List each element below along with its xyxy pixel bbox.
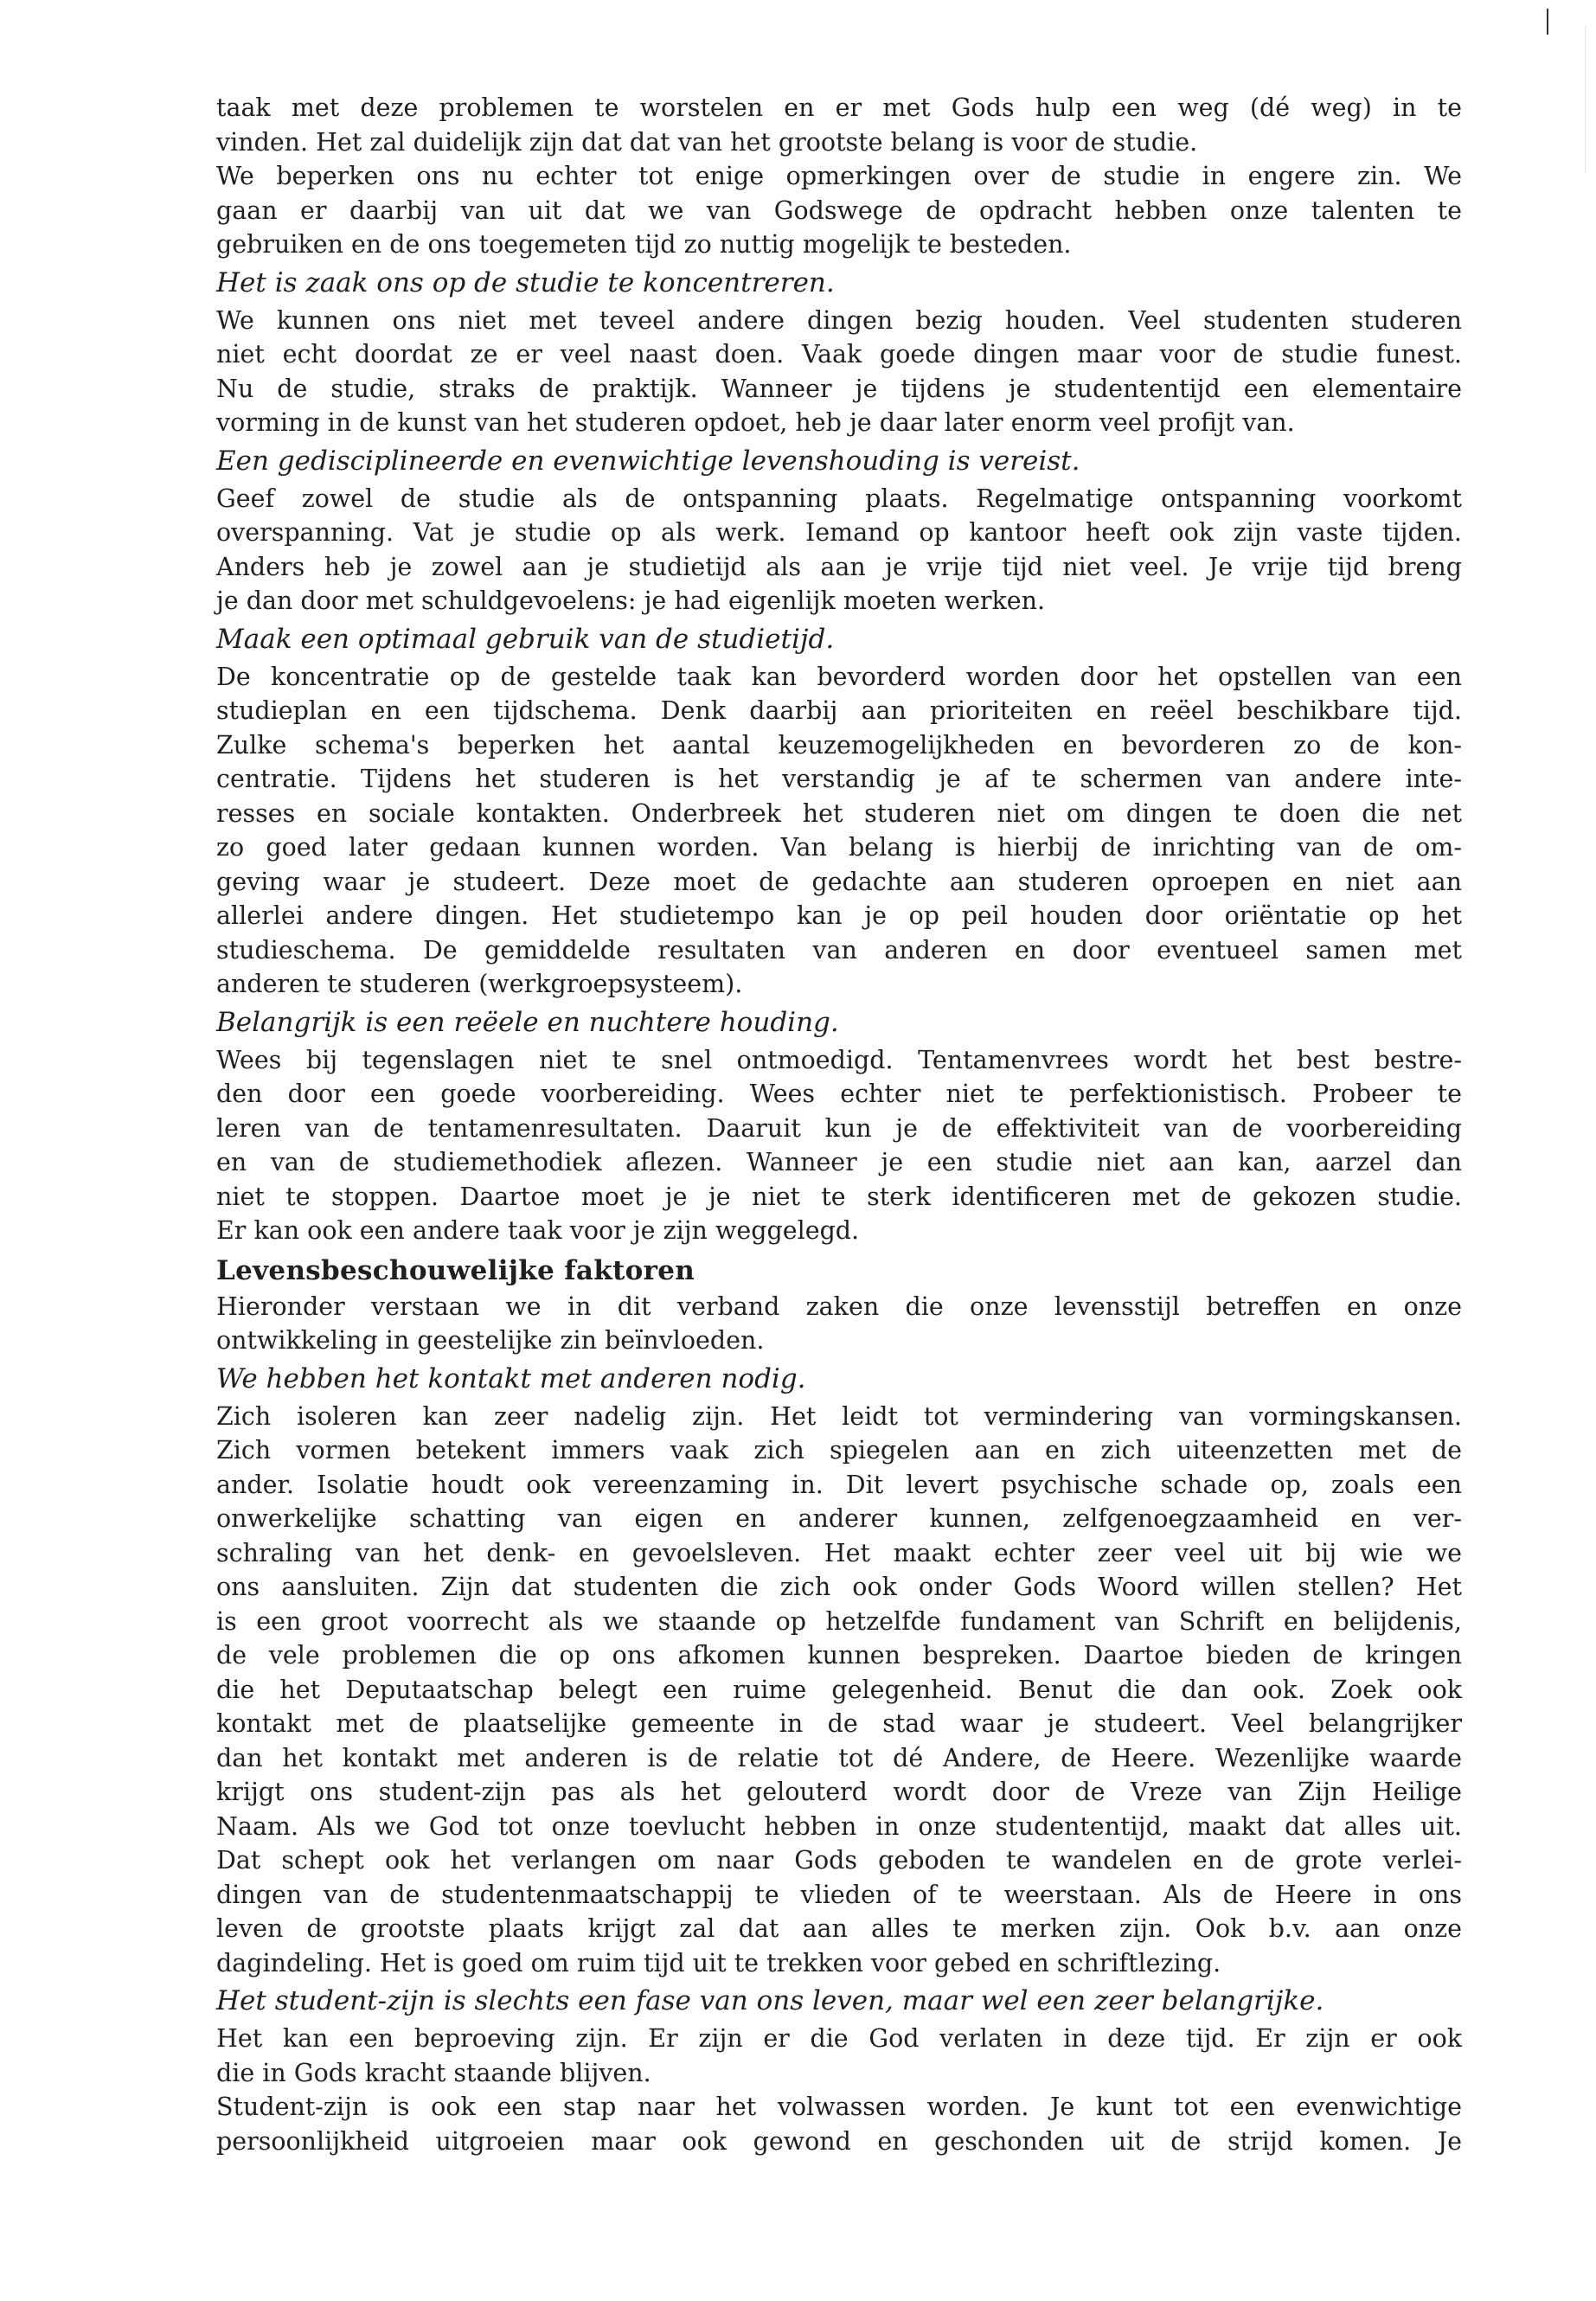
text-line: niet echt doordat ze er veel naast doen. Vaak goede dingen maar voor de studie funest. bbox=[216, 340, 1462, 369]
text-line: dagindeling. Het is goed om ruim tijd uit te trekken voor gebed en schriftlezing. bbox=[216, 1948, 1221, 1977]
paragraph bbox=[216, 2022, 1462, 2090]
paragraph bbox=[216, 1043, 1462, 1248]
text-line: vinden. Het zal duidelijk zijn dat dat van het grootste belang is voor de studie. bbox=[216, 127, 1198, 157]
subheading: Een gedisciplineerde en evenwichtige levenshouding is vereist. bbox=[216, 445, 1080, 477]
paragraph bbox=[216, 1400, 1462, 1981]
text-line: Zich isoleren kan zeer nadelig zijn. Het leidt tot vermindering van vormingskansen. bbox=[216, 1401, 1462, 1431]
paragraph bbox=[216, 482, 1462, 619]
paragraph bbox=[216, 91, 1462, 159]
text-line: resses en sociale kontakten. Onderbreek het studeren niet om dingen te doen die net bbox=[216, 798, 1462, 828]
text-line: je dan door met schuldgevoelens: je had eigenlijk moeten werken. bbox=[216, 586, 1046, 615]
section-title: Levensbeschouwelijke faktoren bbox=[216, 1254, 695, 1286]
text-line: leven de grootste plaats krijgt zal dat aan alles te merken zijn. Ook b.v. aan onze bbox=[216, 1914, 1462, 1943]
text-line: niet te stoppen. Daartoe moet je je niet te sterk identificeren met de gekozen studie. bbox=[216, 1182, 1462, 1211]
text-line: persoonlijkheid uitgroeien maar ook gewond en geschonden uit de strijd komen. Je bbox=[216, 2126, 1462, 2156]
text-line: dan het kontakt met anderen is de relatie tot dé Andere, de Heere. Wezenlijke waarde bbox=[216, 1743, 1462, 1772]
text-line: gaan er daarbij van uit dat we van Godswege de opdracht hebben onze talenten te bbox=[216, 195, 1462, 225]
text-line: Nu de studie, straks de praktijk. Wanneer je tijdens je studententijd een elementaire bbox=[216, 374, 1462, 403]
text-line: Zich vormen betekent immers vaak zich spiegelen aan en zich uiteenzetten met de bbox=[216, 1436, 1462, 1465]
text-line: allerlei andere dingen. Het studietempo kan je op peil houden door oriëntatie op het bbox=[216, 901, 1462, 930]
subheading: Het is zaak ons op de studie te koncentreren. bbox=[216, 266, 835, 298]
paragraph bbox=[216, 660, 1462, 1002]
paragraph bbox=[216, 1290, 1462, 1358]
text-line: onwerkelijke schatting van eigen en anderer kunnen, zelfgenoegzaamheid en ver- bbox=[216, 1504, 1462, 1533]
text-line: Student-zijn is ook een stap naar het volwassen worden. Je kunt tot een evenwichtige bbox=[216, 2093, 1462, 2121]
text-line: en van de studiemethodiek aflezen. Wanneer je een studie niet aan kan, aarzel dan bbox=[216, 1148, 1462, 1176]
text-line: ons aansluiten. Zijn dat studenten die zich ook onder Gods Woord willen stellen? Het bbox=[216, 1573, 1462, 1601]
scan-edge-mark bbox=[1547, 9, 1548, 35]
text-line: die het Deputaatschap belegt een ruime gelegenheid. Benut die dan ook. Zoek ook bbox=[216, 1675, 1462, 1704]
text-line: anderen te studeren (werkgroepsysteem). bbox=[216, 970, 743, 998]
text-line: We kunnen ons niet met teveel andere dingen bezig houden. Veel studenten studeren bbox=[216, 305, 1462, 335]
scan-edge-shadow bbox=[1585, 26, 1586, 173]
paragraph bbox=[216, 304, 1462, 440]
text-line: We beperken ons nu echter tot enige opmerkingen over de studie in engere zin. We bbox=[216, 162, 1462, 190]
text-line: leren van de tentamenresultaten. Daaruit kun je de effektiviteit van de voorbereiding bbox=[216, 1113, 1462, 1143]
text-line: Het kan een beproeving zijn. Er zijn er die God verlaten in deze tijd. Er zijn er ook bbox=[216, 2024, 1462, 2053]
text-line: Naam. Als we God tot onze toevlucht hebben in onze studententijd, maakt dat alles uit. bbox=[216, 1811, 1462, 1841]
text-line: krijgt ons student-zijn pas als het gelouterd wordt door de Vreze van Zijn Heilige bbox=[216, 1778, 1462, 1806]
text-line: schraling van het denk- en gevoelsleven. Het maakt echter zeer veel uit bij wie we bbox=[216, 1538, 1462, 1567]
text-line: ontwikkeling in geestelijke zin beïnvloeden. bbox=[216, 1326, 765, 1355]
text-line: taak met deze problemen te worstelen en er met Gods hulp een weg (dé weg) in te bbox=[216, 93, 1462, 122]
text-line: den door een goede voorbereiding. Wees echter niet te perfektionistisch. Probeer te bbox=[216, 1080, 1462, 1108]
text-line: zo goed later gedaan kunnen worden. Van belang is hierbij de inrichting van de om- bbox=[216, 833, 1462, 862]
text-line: Er kan ook een andere taak voor je zijn weggelegd. bbox=[216, 1216, 860, 1245]
subheading: Het student-zijn is slechts een fase van ons leven, maar wel een zeer belangrijke. bbox=[216, 1985, 1324, 2016]
text-line: Dat schept ook het verlangen om naar Gods geboden te wandelen en de grote verlei- bbox=[216, 1846, 1462, 1875]
text-line: vorming in de kunst van het studeren opdoet, heb je daar later enorm veel profijt van. bbox=[216, 408, 1295, 437]
text-line: Anders heb je zowel aan je studietijd als aan je vrije tijd niet veel. Je vrije tijd breng bbox=[216, 552, 1462, 581]
text-line: centratie. Tijdens het studeren is het verstandig je af te schermen van andere inte- bbox=[216, 765, 1462, 793]
text-line: dingen van de studentenmaatschappij te vlieden of te weerstaan. Als de Heere in ons bbox=[216, 1880, 1462, 1909]
text-line: Geef zowel de studie als de ontspanning plaats. Regelmatige ontspanning voorkomt bbox=[216, 484, 1462, 513]
subheading: Belangrijk is een reëele en nuchtere houding. bbox=[216, 1006, 839, 1038]
text-line: gebruiken en de ons toegemeten tijd zo nuttig mogelijk te besteden. bbox=[216, 230, 1072, 259]
text-line: De koncentratie op de gestelde taak kan bevorderd worden door het opstellen van een bbox=[216, 662, 1462, 691]
text-line: die in Gods kracht staande blijven. bbox=[216, 2058, 651, 2087]
paragraph bbox=[216, 159, 1462, 262]
text-line: geving waar je studeert. Deze moet de gedachte aan studeren oproepen en niet aan bbox=[216, 867, 1462, 896]
paragraph bbox=[216, 2090, 1462, 2158]
subheading: We hebben het kontakt met anderen nodig. bbox=[216, 1362, 806, 1394]
text-line: Zulke schema's beperken het aantal keuzemogelijkheden en bevorderen zo de kon- bbox=[216, 730, 1462, 760]
text-line: Wees bij tegenslagen niet te snel ontmoedigd. Tentamenvrees wordt het best bestre- bbox=[216, 1045, 1462, 1074]
text-line: de vele problemen die op ons afkomen kunnen bespreken. Daartoe bieden de kringen bbox=[216, 1641, 1462, 1670]
text-line: studieplan en een tijdschema. Denk daarbij aan prioriteiten en reëel beschikbare tijd. bbox=[216, 696, 1462, 725]
text-line: overspanning. Vat je studie op als werk. Iemand op kantoor heeft ook zijn vaste tijden. bbox=[216, 518, 1462, 547]
subheading: Maak een optimaal gebruik van de studietijd. bbox=[216, 623, 835, 655]
text-line: ander. Isolatie houdt ook vereenzaming in. Dit levert psychische schade op, zoals een bbox=[216, 1470, 1462, 1499]
text-line: Hieronder verstaan we in dit verband zaken die onze levensstijl betreffen en onze bbox=[216, 1292, 1462, 1321]
text-line: studieschema. De gemiddelde resultaten van anderen en door eventueel samen met bbox=[216, 935, 1462, 965]
document-page bbox=[216, 91, 1462, 2158]
text-line: is een groot voorrecht als we staande op hetzelfde fundament van Schrift en belijdenis, bbox=[216, 1606, 1462, 1636]
text-line: kontakt met de plaatselijke gemeente in de stad waar je studeert. Veel belangrijker bbox=[216, 1709, 1462, 1738]
